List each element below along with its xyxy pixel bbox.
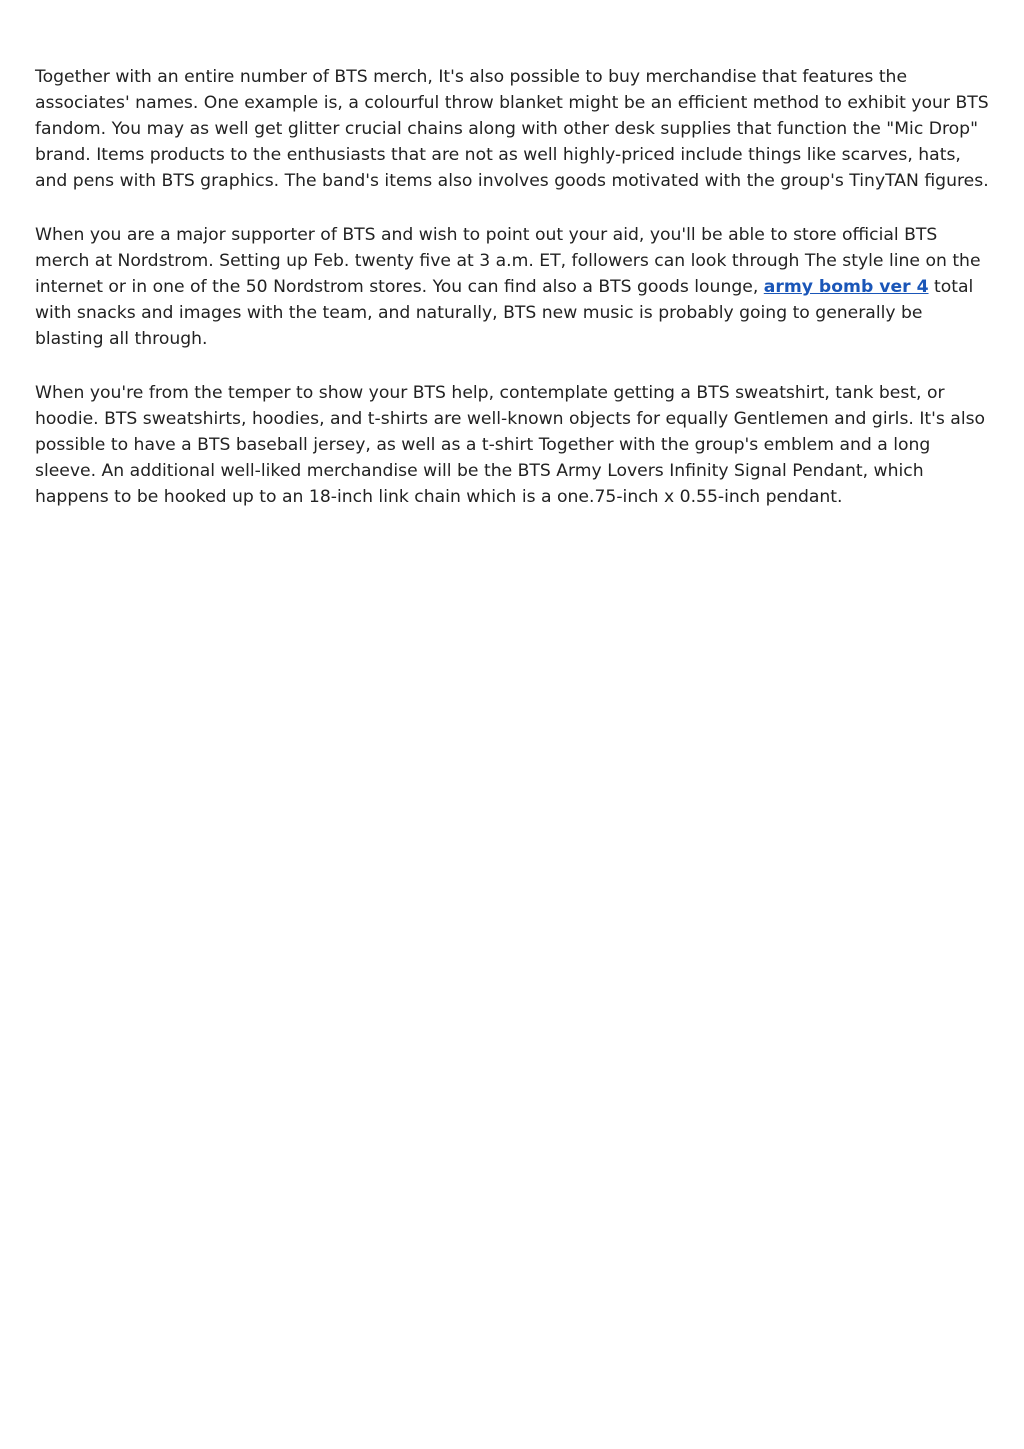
- paragraph-1: Together with an entire number of BTS merch, It's also possible to buy merchandise that features the associates' names. One example is, a colourful throw blanket might be an efficient method to exhibit your BTS fandom. You may as well get glitter crucial chains along with other desk supplies that function the "Mic Drop" brand. Items products to the enthusiasts that are not as well highly-priced include things like scarves, hats, and pens with BTS graphics. The band's items also involves goods motivated with the group's TinyTAN figures.: [35, 67, 989, 191]
- army-bomb-link[interactable]: army bomb ver 4: [763, 277, 929, 297]
- paragraph-2-text-after-link: total with snacks and images with the team, and naturally, BTS new music is probably going to generally be blasting all through.: [35, 277, 974, 349]
- paragraph-2-text-before-link: When you are a major supporter of BTS and wish to point out your aid, you'll be able to store official BTS merch at Nordstrom. Setting up Feb. twenty five at 3 a.m. ET, followers can look through The style line on the internet or in one of the 50 Nordstrom stores. You can find also a BTS goods lounge,: [35, 225, 981, 297]
- document-body: [35, 64, 995, 538]
- paragraph-2: [35, 222, 995, 352]
- paragraph-3: When you're from the temper to show your BTS help, contemplate getting a BTS sweatshirt, tank best, or hoodie. BTS sweatshirts, hoodies, and t-shirts are well-known objects for equally Gentlemen and girls. It's also possible to have a BTS baseball jersey, as well as a t-shirt Together with the group's emblem and a long sleeve. An additional well-liked merchandise will be the BTS Army Lovers Infinity Signal Pendant, which happens to be hooked up to an 18-inch link chain which is a one.75-inch x 0.55-inch pendant.: [35, 383, 986, 507]
